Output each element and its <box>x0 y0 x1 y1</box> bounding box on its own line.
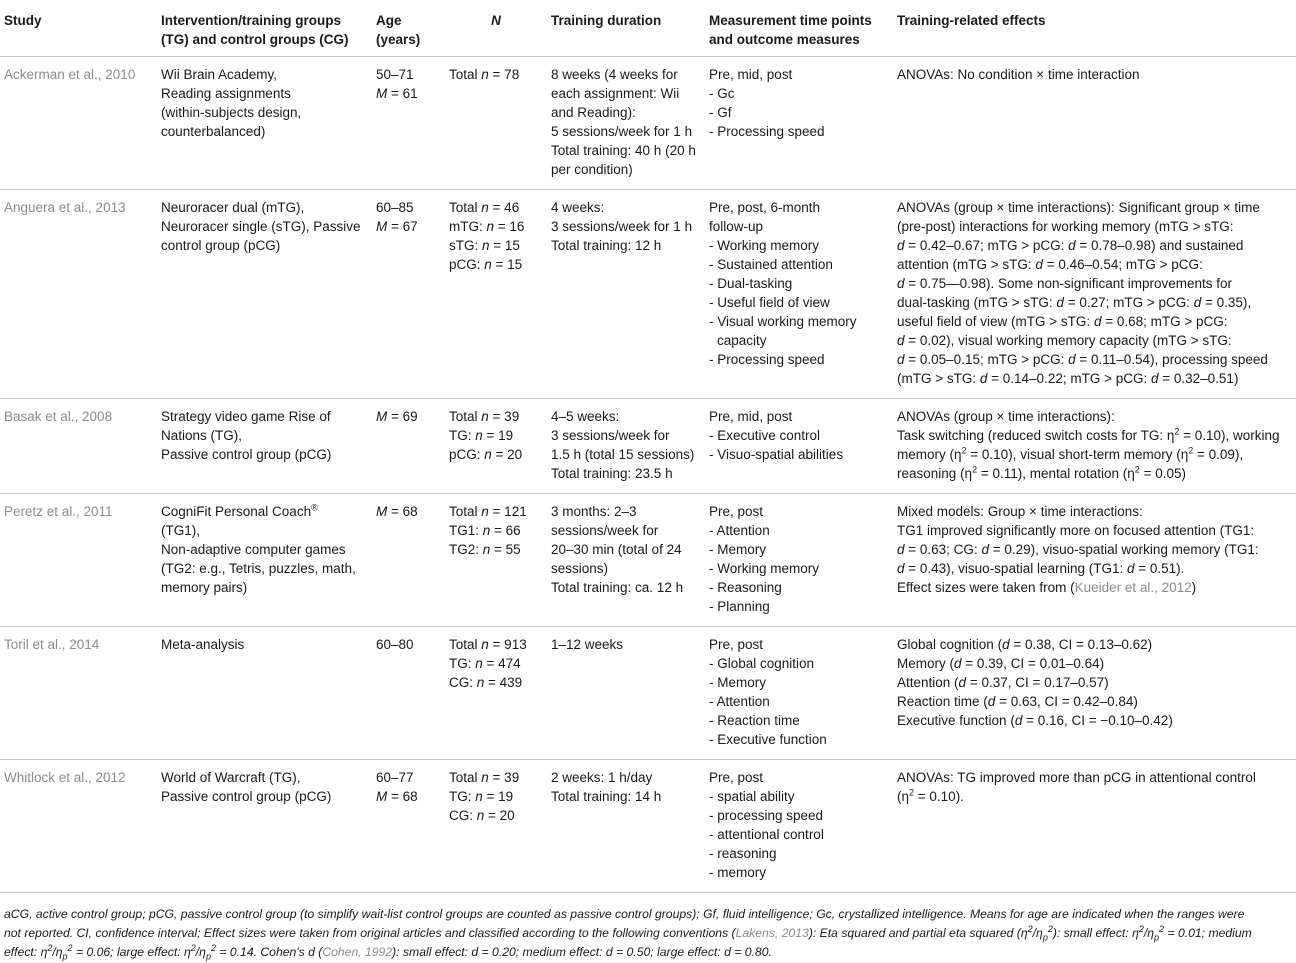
measures-line: - spatial ability <box>709 789 795 804</box>
effects-line: Executive function (d = 0.16, CI = −0.10–0.42) <box>897 713 1173 728</box>
intervention-line: control group (pCG) <box>161 238 281 253</box>
cell-intervention <box>157 494 372 627</box>
age-line: M = 61 <box>376 86 418 101</box>
cell-n <box>445 760 547 893</box>
footnote-line: not reported. CI, confidence interval; Effect sizes were taken from original articles and classified according to the following conventions (Lakens, 2013): Eta squared and partial eta squared $(\eta^2/\eta_p^2)$: small effect: $\eta^2/\eta_p^2 = 0.01$; medium <box>4 923 1252 943</box>
intervention-line: Passive control group (pCG) <box>161 789 332 804</box>
duration-line: Total training: 12 h <box>551 238 662 253</box>
table-body <box>0 57 1296 893</box>
table-row <box>0 57 1296 190</box>
duration-line: 2 weeks: 1 h/day <box>551 770 653 785</box>
duration-line: Total training: ca. 12 h <box>551 580 684 595</box>
n-line: CG: n = 439 <box>449 675 523 690</box>
cell-effects <box>893 399 1296 494</box>
age-line: 50–71 <box>376 67 414 82</box>
table-row <box>0 190 1296 399</box>
effects-line: d = 0.42–0.67; mTG > pCG: d = 0.78–0.98) and sustained <box>897 238 1244 253</box>
intervention-line: Neuroracer dual (mTG), <box>161 200 305 215</box>
effects-line: ANOVAs: No condition × time interaction <box>897 67 1140 82</box>
duration-line: 4–5 weeks: <box>551 409 620 424</box>
cell-age <box>372 627 445 760</box>
measures-line: Pre, post, 6-month <box>709 200 821 215</box>
duration-line: and Reading): <box>551 105 636 120</box>
cell-study <box>0 57 157 190</box>
cell-n <box>445 627 547 760</box>
cell-effects <box>893 57 1296 190</box>
duration-line: 1.5 h (total 15 sessions) <box>551 447 695 462</box>
effects-line: useful field of view (mTG > sTG: d = 0.68; mTG > pCG: <box>897 314 1228 329</box>
cell-effects <box>893 760 1296 893</box>
intervention-line: Reading assignments <box>161 86 291 101</box>
measures-line: - Useful field of view <box>709 295 830 310</box>
age-line: M = 68 <box>376 504 418 519</box>
duration-line: Total training: 23.5 h <box>551 466 673 481</box>
cell-intervention <box>157 627 372 760</box>
measures-line: - memory <box>709 865 766 880</box>
cell-intervention <box>157 57 372 190</box>
measures-line: - Visuo-spatial abilities <box>709 447 844 462</box>
effects-line: dual-tasking (mTG > sTG: d = 0.27; mTG > pCG: d = 0.35), <box>897 295 1252 310</box>
effects-line: Reaction time (d = 0.63, CI = 0.42–0.84) <box>897 694 1138 709</box>
cell-duration <box>547 494 705 627</box>
cell-study <box>0 627 157 760</box>
header-intervention: Intervention/training groups (TG) and control groups (CG) <box>161 13 349 47</box>
age-line: 60–77 <box>376 770 414 785</box>
measures-line: capacity <box>717 333 767 348</box>
effects-line: ANOVAs (group × time interactions): Significant group × time <box>897 200 1260 215</box>
effects-line: memory $(\eta^2 = 0.10)$, visual short-term memory $(\eta^2 = 0.09)$, <box>897 445 1244 462</box>
duration-line: sessions) <box>551 561 609 576</box>
header-study: Study <box>4 13 42 28</box>
n-line: Total n = 39 <box>449 409 520 424</box>
header-effects: Training-related effects <box>897 13 1046 28</box>
effects-line: Attention (d = 0.37, CI = 0.17–0.57) <box>897 675 1109 690</box>
study-line: Whitlock et al., 2012 <box>4 770 126 785</box>
cell-n <box>445 494 547 627</box>
table-footnote <box>4 905 1294 962</box>
cell-measures <box>705 760 893 893</box>
cell-duration <box>547 399 705 494</box>
cell-effects <box>893 494 1296 627</box>
intervention-line: Meta-analysis <box>161 637 245 652</box>
cell-age <box>372 760 445 893</box>
cell-measures <box>705 627 893 760</box>
footnote-line: aCG, active control group; pCG, passive control group (to simplify wait-list control groups are counted as passive control groups); Gf, fluid intelligence; Gc, crystallized intelligence. Means for age are indicated when the ranges were <box>4 907 1245 921</box>
intervention-line: Strategy video game Rise of <box>161 409 331 424</box>
cell-measures <box>705 57 893 190</box>
cell-effects <box>893 190 1296 399</box>
cell-intervention <box>157 190 372 399</box>
effects-line: d = 0.02), visual working memory capacity (mTG > sTG: <box>897 333 1232 348</box>
measures-line: - Reaction time <box>709 713 800 728</box>
study-line: Anguera et al., 2013 <box>4 200 126 215</box>
measures-line: - Attention <box>709 523 770 538</box>
n-line: TG: n = 19 <box>449 789 514 804</box>
effects-line: $(\eta^2 = 0.10)$. <box>897 787 964 804</box>
study-line: Basak et al., 2008 <box>4 409 113 424</box>
table-row <box>0 494 1296 627</box>
effects-line: Effect sizes were taken from (Kueider et al., 2012) <box>897 580 1197 595</box>
measures-line: - Memory <box>709 675 766 690</box>
cell-duration <box>547 760 705 893</box>
cell-intervention <box>157 760 372 893</box>
measures-line: - Attention <box>709 694 770 709</box>
age-line: M = 67 <box>376 219 418 234</box>
duration-line: 5 sessions/week for 1 h <box>551 124 693 139</box>
effects-line: (pre-post) interactions for working memory (mTG > sTG: <box>897 219 1234 234</box>
cell-measures <box>705 190 893 399</box>
measures-line: Pre, post <box>709 504 764 519</box>
effects-line: ANOVAs: TG improved more than pCG in attentional control <box>897 770 1256 785</box>
table-row <box>0 760 1296 893</box>
cell-duration <box>547 190 705 399</box>
duration-line: Total training: 40 h (20 h <box>551 143 696 158</box>
table-header-row <box>0 0 1296 57</box>
effects-line: d = 0.75—0.98). Some non-significant improvements for <box>897 276 1233 291</box>
intervention-line: (TG1), <box>161 523 200 538</box>
study-line: Toril et al., 2014 <box>4 637 100 652</box>
measures-line: - Executive control <box>709 428 821 443</box>
cell-duration <box>547 627 705 760</box>
n-line: Total n = 913 <box>449 637 527 652</box>
duration-line: 1–12 weeks <box>551 637 624 652</box>
n-line: TG1: n = 66 <box>449 523 521 538</box>
effects-line: ANOVAs (group × time interactions): <box>897 409 1115 424</box>
header-age: Age (years) <box>376 13 421 47</box>
measures-line: - Executive function <box>709 732 827 747</box>
effects-line: attention (mTG > sTG: d = 0.46–0.54; mTG > pCG: <box>897 257 1203 272</box>
n-line: Total n = 121 <box>449 504 527 519</box>
n-line: TG2: n = 55 <box>449 542 521 557</box>
cell-study <box>0 760 157 893</box>
effects-line: (mTG > sTG: d = 0.14–0.22; mTG > pCG: d = 0.32–0.51) <box>897 371 1239 386</box>
intervention-line: Passive control group (pCG) <box>161 447 332 462</box>
footnote-line: effect: $\eta^2/\eta_p^2 = 0.06$; large effect: $\eta^2/\eta_p^2 = 0.14$. Cohen's d (Cohen, 1992): small effect: d = 0.20; medium effect: d = 0.50; large effect: d = 0.80. <box>4 942 772 962</box>
effects-line: TG1 improved significantly more on focused attention (TG1: <box>897 523 1255 538</box>
measures-line: Pre, post <box>709 770 764 785</box>
cell-study <box>0 190 157 399</box>
measures-line: - processing speed <box>709 808 824 823</box>
cell-effects <box>893 627 1296 760</box>
effects-line: Global cognition (d = 0.38, CI = 0.13–0.62) <box>897 637 1153 652</box>
measures-line: - Working memory <box>709 561 820 576</box>
duration-line: each assignment: Wii <box>551 86 680 101</box>
measures-line: - Working memory <box>709 238 820 253</box>
measures-line: - reasoning <box>709 846 777 861</box>
table-row <box>0 627 1296 760</box>
n-line: Total n = 78 <box>449 67 520 82</box>
measures-line: Pre, post <box>709 637 764 652</box>
measures-line: - Dual-tasking <box>709 276 793 291</box>
n-line: mTG: n = 16 <box>449 219 525 234</box>
measures-line: - Processing speed <box>709 124 825 139</box>
n-line: Total n = 46 <box>449 200 520 215</box>
header-duration: Training duration <box>551 13 662 28</box>
measures-line: - attentional control <box>709 827 824 842</box>
intervention-line: Nations (TG), <box>161 428 243 443</box>
age-line: 60–85 <box>376 200 414 215</box>
duration-line: 20–30 min (total of 24 <box>551 542 682 557</box>
effects-line: Task switching (reduced switch costs for TG: $\eta^2 = 0.10$), working <box>897 426 1280 443</box>
age-line: M = 68 <box>376 789 418 804</box>
cell-study <box>0 399 157 494</box>
measures-line: - Sustained attention <box>709 257 833 272</box>
cell-duration <box>547 57 705 190</box>
measures-line: - Reasoning <box>709 580 782 595</box>
measures-line: - Gc <box>709 86 735 101</box>
intervention-line: World of Warcraft (TG), <box>161 770 301 785</box>
n-line: TG: n = 474 <box>449 656 521 671</box>
duration-line: 3 sessions/week for 1 h <box>551 219 693 234</box>
measures-line: follow-up <box>709 219 764 234</box>
n-line: TG: n = 19 <box>449 428 514 443</box>
measures-line: - Global cognition <box>709 656 815 671</box>
duration-line: 3 sessions/week for <box>551 428 670 443</box>
age-line: M = 69 <box>376 409 418 424</box>
cell-n <box>445 57 547 190</box>
intervention-line: Wii Brain Academy, <box>161 67 278 82</box>
effects-line: Memory (d = 0.39, CI = 0.01–0.64) <box>897 656 1105 671</box>
cell-n <box>445 399 547 494</box>
measures-line: - Memory <box>709 542 766 557</box>
intervention-line: Neuroracer single (sTG), Passive <box>161 219 361 234</box>
intervention-line: (TG2: e.g., Tetris, puzzles, math, <box>161 561 356 576</box>
n-line: sTG: n = 15 <box>449 238 520 253</box>
intervention-line: CogniFit Personal Coach® <box>161 502 318 519</box>
duration-line: Total training: 14 h <box>551 789 662 804</box>
cell-age <box>372 494 445 627</box>
n-line: pCG: n = 15 <box>449 257 523 272</box>
cell-measures <box>705 399 893 494</box>
effects-line: Mixed models: Group × time interactions: <box>897 504 1143 519</box>
cell-study <box>0 494 157 627</box>
effects-line: d = 0.63; CG: d = 0.29), visuo-spatial working memory (TG1: <box>897 542 1259 557</box>
age-line: 60–80 <box>376 637 414 652</box>
n-line: CG: n = 20 <box>449 808 515 823</box>
intervention-line: memory pairs) <box>161 580 248 595</box>
study-line: Ackerman et al., 2010 <box>4 67 136 82</box>
cell-measures <box>705 494 893 627</box>
intervention-line: Non-adaptive computer games <box>161 542 346 557</box>
n-line: pCG: n = 20 <box>449 447 523 462</box>
header-n: N <box>491 13 501 28</box>
table-row <box>0 399 1296 494</box>
cell-age <box>372 190 445 399</box>
cell-n <box>445 190 547 399</box>
duration-line: 3 months: 2–3 <box>551 504 637 519</box>
effects-line: reasoning $(\eta^2 = 0.11)$, mental rotation $(\eta^2 = 0.05)$ <box>897 464 1186 481</box>
duration-line: 8 weeks (4 weeks for <box>551 67 678 82</box>
intervention-line: counterbalanced) <box>161 124 266 139</box>
header-measures: Measurement time points and outcome measures <box>709 13 872 47</box>
duration-line: per condition) <box>551 162 633 177</box>
measures-line: - Processing speed <box>709 352 825 367</box>
cell-age <box>372 57 445 190</box>
measures-line: Pre, mid, post <box>709 67 793 82</box>
effects-line: d = 0.43), visuo-spatial learning (TG1: d = 0.51). <box>897 561 1185 576</box>
duration-line: sessions/week for <box>551 523 659 538</box>
measures-line: - Planning <box>709 599 770 614</box>
measures-line: Pre, mid, post <box>709 409 793 424</box>
measures-line: - Visual working memory <box>709 314 857 329</box>
study-line: Peretz et al., 2011 <box>4 504 113 519</box>
effects-line: d = 0.05–0.15; mTG > pCG: d = 0.11–0.54), processing speed <box>897 352 1268 367</box>
cell-intervention <box>157 399 372 494</box>
duration-line: 4 weeks: <box>551 200 605 215</box>
n-line: Total n = 39 <box>449 770 520 785</box>
intervention-line: (within-subjects design, <box>161 105 302 120</box>
cell-age <box>372 399 445 494</box>
measures-line: - Gf <box>709 105 732 120</box>
